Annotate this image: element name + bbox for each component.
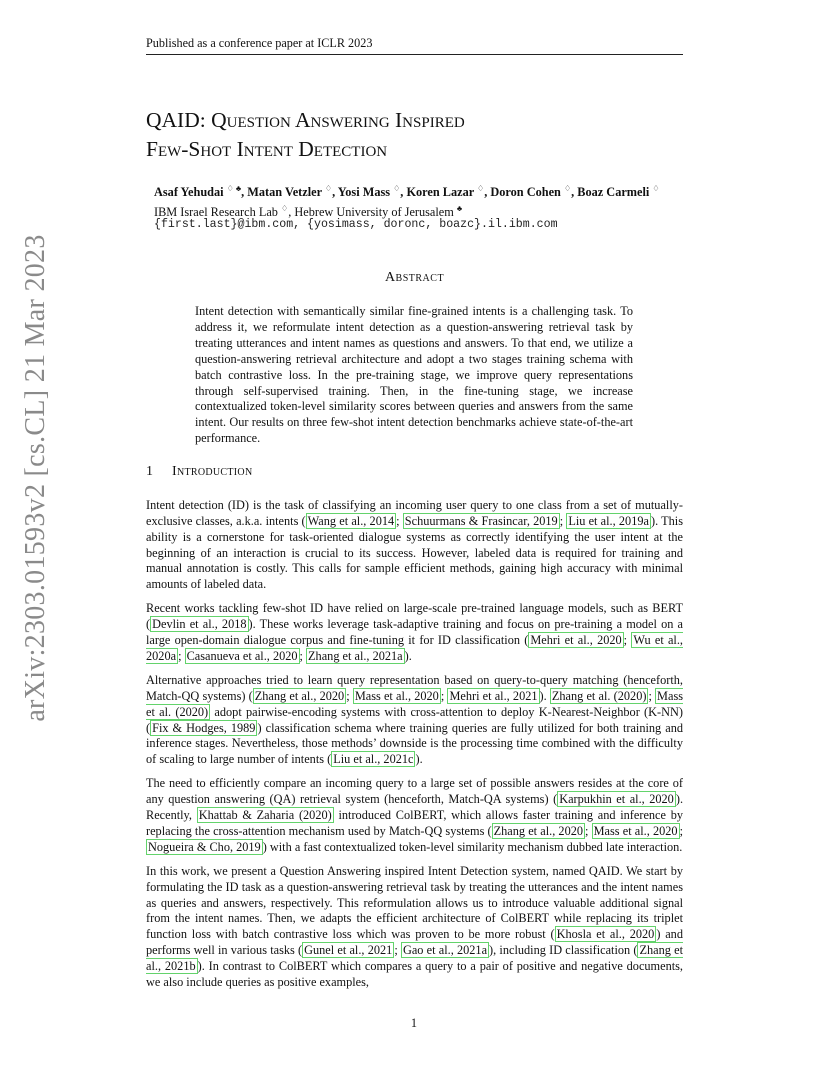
author: Matan Vetzler <box>247 185 322 200</box>
author: Boaz Carmeli <box>577 185 650 200</box>
section-title: Introduction <box>172 464 253 479</box>
paragraph-text: ). Recently, <box>146 792 684 823</box>
affiliation-mark: ♢ <box>393 184 401 193</box>
paragraph-text: ; <box>559 513 567 528</box>
citation-link[interactable]: Mehri et al., 2021 <box>449 688 538 703</box>
paper-title <box>146 106 686 164</box>
paragraph-text: ) with a fast contextualized token-level similarity mechanism dubbed late interaction. <box>262 839 683 854</box>
paragraph-text: ). In contrast to ColBERT which compares a query to a pair of positive and negative documents, we also include queries as positive examples, <box>146 958 684 989</box>
citation-link[interactable]: Schuurmans & Frasincar, 2019 <box>404 513 558 528</box>
citation-link[interactable]: Nogueira & Cho, 2019 <box>148 839 261 854</box>
section-number: 1 <box>146 464 154 479</box>
citation-link[interactable]: Mass et al. (2020) <box>146 688 684 719</box>
paragraph-text: ). This ability is a cornerstone for task-oriented dialogue systems as correctly identifying the user intent at the beginning of an interaction is crucial to its success. However, labeled data is required for training and manual annotation is costly. This calls for sample efficient methods, gaining high accuracy with minimal amounts of labeled data. <box>146 513 683 592</box>
citation-link[interactable]: Zhang et al., 2020 <box>254 688 345 703</box>
paragraph-text: Intent detection (ID) is the task of classifying an incoming user query to one class from a set of mutually-exclusive classes, a.k.a. intents ( <box>146 498 683 528</box>
paragraph-text: ; <box>299 648 307 663</box>
citation-link[interactable]: Fix & Hodges, 1989 <box>152 720 256 735</box>
author: Koren Lazar <box>406 185 474 200</box>
body-paragraph <box>146 776 683 855</box>
author: Yosi Mass <box>337 185 391 200</box>
citation-link[interactable]: Gao et al., 2021a <box>402 943 488 958</box>
paragraph-text: ). These works leverage task-adaptive training and focus on pre-training a model on a large open-domain dialogue corpus and fine-tuning it for ID classification ( <box>146 617 683 648</box>
citation-link[interactable]: Khosla et al., 2020 <box>556 927 655 942</box>
paragraph-text: ), including ID classification ( <box>489 943 638 958</box>
paragraph-text: ; <box>396 513 403 528</box>
paragraph-text: ). <box>415 752 423 767</box>
paragraph-text: ). <box>539 688 550 703</box>
author: Asaf Yehudai <box>154 185 224 200</box>
affiliation-mark: ♢ <box>477 184 485 193</box>
title-line-1: QAID: Question Answering Inspired <box>146 108 465 132</box>
paragraph-text: ; <box>346 688 353 703</box>
citation-link[interactable]: Mass et al., 2020 <box>593 823 678 838</box>
citation-link[interactable]: Wang et al., 2014 <box>307 513 395 528</box>
abstract-heading: Abstract <box>384 270 445 285</box>
citation-link[interactable]: Karpukhin et al., 2020 <box>559 792 674 807</box>
affiliation-mark: ♢ <box>324 184 333 193</box>
running-header: Published as a conference paper at ICLR 2023 <box>146 36 683 55</box>
citation-link[interactable]: Devlin et al., 2018 <box>152 617 247 632</box>
author: Doron Cohen <box>490 185 561 200</box>
paragraph-text: Alternative approaches tried to learn query representation based on query-to-query matching (henceforth, Match-QQ systems) ( <box>146 673 683 703</box>
affiliation-mark: ♢ <box>652 184 660 193</box>
paragraph-text: adopt pairwise-encoding systems with cross-attention to deploy K-Nearest-Neighbor (K-NN) ( <box>146 704 683 735</box>
citation-link[interactable]: Liu et al., 2021c <box>333 752 414 767</box>
citation-link[interactable]: Zhang et al., 2020 <box>493 823 584 838</box>
paragraph-text: ) and performs well in various tasks ( <box>146 927 683 958</box>
affiliations: IBM Israel Research Lab ♢, Hebrew University of Jerusalem ♣ <box>154 204 463 220</box>
paragraph-text: Recent works tackling few-shot ID have relied on large-scale pre-trained language models, such as BERT ( <box>146 601 683 632</box>
citation-link[interactable]: Khattab & Zaharia (2020) <box>198 808 332 823</box>
paragraph-text: The need to efficiently compare an incoming query to a large set of possible answers resides at the core of any question answering (QA) retrieval system (henceforth, Match-QA systems) ( <box>146 776 683 807</box>
body-paragraph <box>146 673 683 768</box>
paragraph-text: ; <box>679 823 683 838</box>
body-paragraph <box>146 601 683 664</box>
citation-link[interactable]: Mehri et al., 2020 <box>530 633 622 648</box>
affiliation-mark: ♢ <box>563 184 572 193</box>
citation-link[interactable]: Gunel et al., 2021 <box>304 943 393 958</box>
page-number: 1 <box>410 1016 418 1030</box>
paragraph-text: ; <box>585 823 592 838</box>
citation-link[interactable]: Zhang et al. (2020) <box>551 688 647 703</box>
citation-link[interactable]: Liu et al., 2019a <box>568 513 649 528</box>
paragraph-text: ; <box>394 943 401 958</box>
arxiv-stamp[interactable]: arXiv:2303.01593v2 [cs.CL] 21 Mar 2023 <box>20 234 51 722</box>
paragraph-text: ; <box>648 688 656 703</box>
citation-link[interactable]: Wu et al., 2020a <box>146 633 684 663</box>
body-paragraph <box>146 498 683 593</box>
abstract-text: Intent detection with semantically similar fine-grained intents is a challenging task. To address it, we reformulate intent detection as a question-answering retrieval task by treating utterances and intent names as questions and answers. To that end, we utilize a question-answering retrieval architecture and adopt a two stages training schema with batch contrastive loss. In the pre-training stage, we improve query representations through self-supervised training. Then, in the fine-tuning stage, we increase contextualized token-level similarity scores between queries and answers from the same intent. Our results on three few-shot intent detection benchmarks achieve state-of-the-art performance. <box>195 304 633 446</box>
paragraph-text: ; <box>440 688 448 703</box>
affiliation-mark: ♣ <box>456 204 463 213</box>
paragraph-text: introduced ColBERT, which allows faster training and inference by replacing the cross-attention mechanism used by Match-QQ systems ( <box>146 808 683 838</box>
citation-link[interactable]: Casanueva et al., 2020 <box>186 648 298 663</box>
paragraph-text: ; <box>178 648 185 663</box>
paragraph-text: ; <box>623 633 632 648</box>
body-paragraph <box>146 864 683 991</box>
citation-link[interactable]: Zhang et al., 2021a <box>308 648 403 663</box>
author-emails: {first.last}@ibm.com, {yosimass, doronc, boazc}.il.ibm.com <box>154 218 558 231</box>
title-line-2: Few-Shot Intent Detection <box>146 137 388 161</box>
paragraph-text: ). <box>404 648 412 663</box>
affiliation-mark: ♢ <box>281 204 289 213</box>
section-heading <box>146 464 683 480</box>
author-list: Asaf Yehudai ♢ ♣, Matan Vetzler ♢, Yosi Mass ♢, Koren Lazar ♢, Doron Cohen ♢, Boaz Carmeli ♢ <box>154 184 660 200</box>
paragraph-text: ) classification schema where training queries are fully utilized for both training and inference stages. Nevertheless, those methods’ downside is the processing time combined with the difficulty of scaling to large number of intents ( <box>146 720 683 767</box>
paragraph-text: In this work, we present a Question Answering inspired Intent Detection system, named QAID. We start by formulating the ID task as a question-answering retrieval task by treating the utterances and the intent names as queries and answers, respectively. This reformulation allows us to introduce valuable additional signal from the intent names. Then, we adapts the efficient architecture of ColBERT while replacing its triplet function loss with batch contrastive loss which was proven to be more robust ( <box>146 863 683 942</box>
affiliation-huji: Hebrew University of Jerusalem <box>294 205 454 220</box>
section-body <box>146 498 683 999</box>
citation-link[interactable]: Mass et al., 2020 <box>354 688 439 703</box>
affiliation-ibm: IBM Israel Research Lab <box>154 205 278 220</box>
citation-link[interactable]: Zhang et al., 2021b <box>146 943 683 973</box>
affiliation-mark: ♢ ♣ <box>226 184 242 193</box>
